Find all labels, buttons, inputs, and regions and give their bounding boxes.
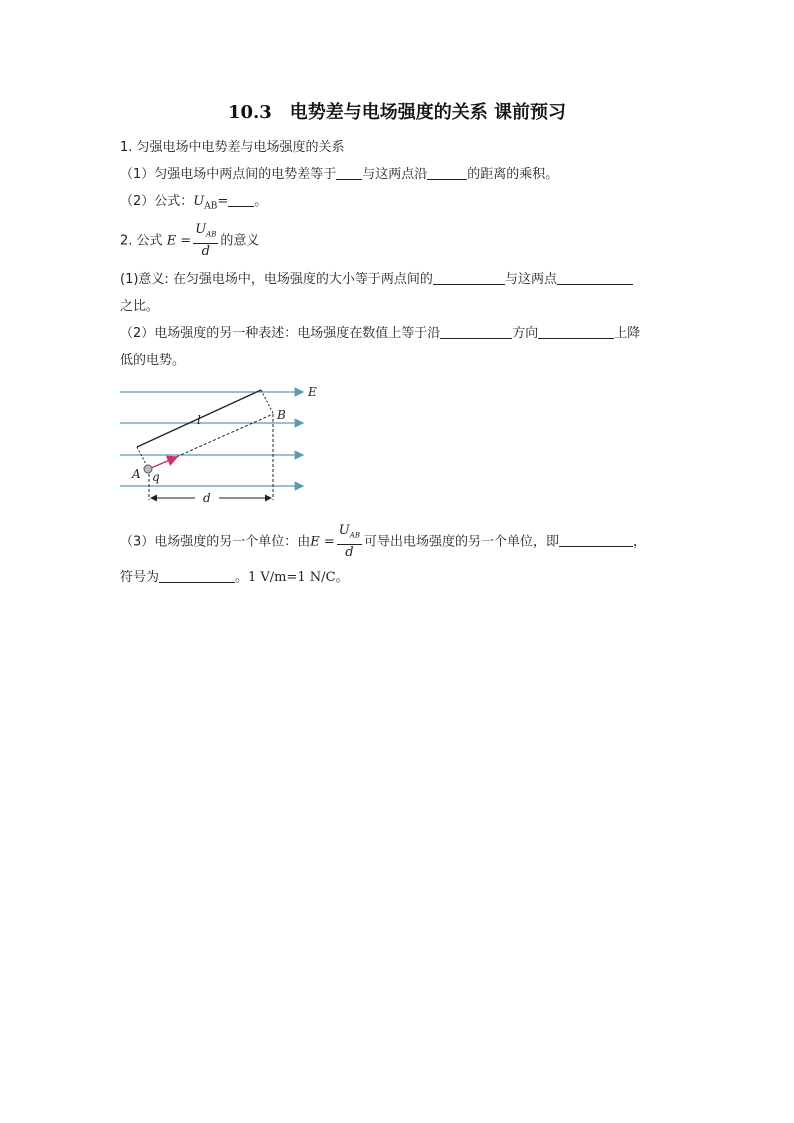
s1-p1-text-a: （1）匀强电场中两点间的电势差等于 xyxy=(120,167,337,182)
section-2-item-2 xyxy=(120,325,640,343)
fill-blank[interactable] xyxy=(159,569,235,583)
section-2-heading-b: 的意义 xyxy=(220,233,260,249)
field-diagram xyxy=(115,380,330,508)
s1-p1-text-b: 与这两点沿 xyxy=(362,167,428,182)
fill-blank[interactable] xyxy=(559,533,633,547)
formula-sub-ab: AB xyxy=(204,201,218,212)
fill-blank[interactable] xyxy=(557,271,633,285)
length-l-tick xyxy=(261,390,273,413)
formula-var-u: U xyxy=(193,194,205,209)
s2-p3-text-c: ， xyxy=(632,534,646,550)
section-1-item-1 xyxy=(120,166,558,184)
label-q: q xyxy=(152,470,160,484)
formula-lhs: E = xyxy=(310,534,335,550)
section-2-heading xyxy=(120,222,259,260)
section-2-item-1 xyxy=(120,271,633,289)
title-text: 电势差与电场强度的关系 课前预习 xyxy=(289,102,567,123)
fill-blank[interactable] xyxy=(440,325,512,339)
formula-fraction xyxy=(193,222,218,260)
fill-blank[interactable] xyxy=(427,166,467,180)
page-title xyxy=(0,98,794,124)
charge-q xyxy=(144,465,152,473)
formula-equals: = xyxy=(217,194,229,209)
section-1-item-2 xyxy=(120,193,267,216)
s2-p2-text-a: （2）电场强度的另一种表述：电场强度在数值上等于沿 xyxy=(120,326,441,341)
s2-p3-text-e: 。1 V/m=1 N/C。 xyxy=(235,570,349,585)
section-2-item-2-cont xyxy=(120,352,185,370)
s2-p1-text-c: 之比。 xyxy=(120,299,160,314)
section-2-heading-a: 2. 公式 xyxy=(120,233,163,249)
formula-denominator: d xyxy=(345,544,354,560)
s2-p3-text-a: （3）电场强度的另一个单位：由 xyxy=(120,534,311,550)
force-arrow xyxy=(151,457,177,468)
formula-numerator-sub: AB xyxy=(206,230,217,239)
label-B: B xyxy=(277,408,286,422)
s2-p2-text-c: 上降 xyxy=(614,326,641,341)
section-1-heading xyxy=(120,139,345,157)
fill-blank[interactable] xyxy=(538,325,614,339)
s1-p2-text-end: 。 xyxy=(254,194,268,209)
label-A: A xyxy=(132,467,141,481)
label-l: l xyxy=(197,413,201,427)
formula-denominator: d xyxy=(201,243,210,259)
formula-numerator-sub: AB xyxy=(349,531,360,540)
fill-blank[interactable] xyxy=(336,166,362,180)
s2-p1-text-b: 与这两点 xyxy=(504,272,557,287)
label-E: E xyxy=(308,385,317,399)
s1-p2-text-a: （2）公式： xyxy=(120,194,194,209)
s2-p2-text-b: 方向 xyxy=(512,326,539,341)
section-2-item-3 xyxy=(120,523,646,561)
formula-lhs: E = xyxy=(166,233,192,249)
s2-p3-text-b: 可导出电场强度的另一个单位，即 xyxy=(363,534,559,550)
formula-fraction xyxy=(337,523,362,561)
label-d: d xyxy=(203,491,211,505)
formula-numerator: U xyxy=(195,222,207,237)
fill-blank[interactable] xyxy=(228,193,254,207)
s2-p2-text-d: 低的电势。 xyxy=(120,353,186,368)
fill-blank[interactable] xyxy=(433,271,505,285)
s2-p1-text-a: (1)意义: 在匀强电场中，电场强度的大小等于两点间的 xyxy=(120,272,433,287)
section-1-heading-text: 1. 匀强电场中电势差与电场强度的关系 xyxy=(120,140,345,155)
section-number: 10.3 xyxy=(227,102,272,123)
s2-p3-text-d: 符号为 xyxy=(120,570,160,585)
section-2-item-3-cont xyxy=(120,569,349,587)
s1-p1-text-c: 的距离的乘积。 xyxy=(467,167,559,182)
formula-numerator: U xyxy=(338,523,350,538)
section-2-item-1-cont xyxy=(120,298,159,316)
